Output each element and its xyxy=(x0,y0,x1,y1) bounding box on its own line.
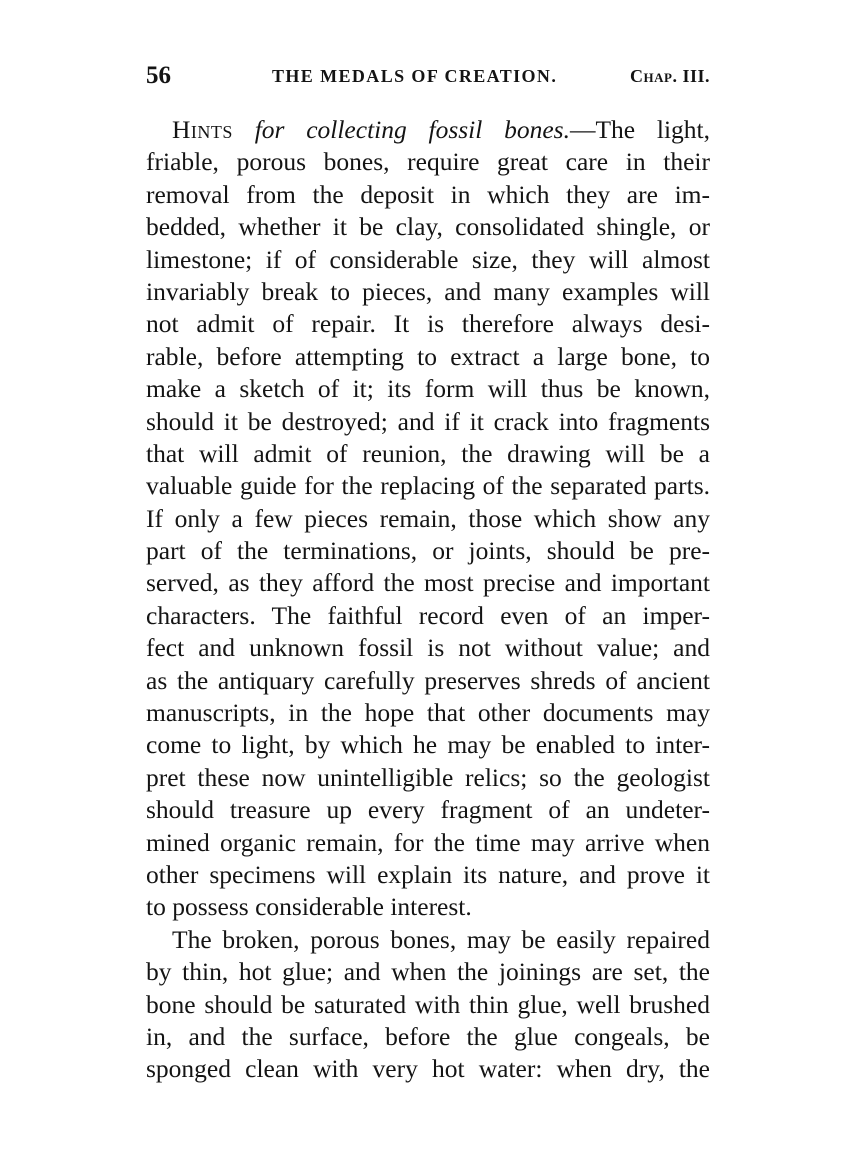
text-line: characters. The faithful record even of an imper- xyxy=(146,600,710,630)
text-line: invariably break to pieces, and many examples will xyxy=(146,276,710,306)
hints-word: Hints xyxy=(172,115,233,144)
text-line: bone should be saturated with thin glue, well brushed xyxy=(146,989,710,1019)
text-line: The broken, porous bones, may be easily repaired xyxy=(172,924,710,954)
body-text xyxy=(146,114,710,1086)
text-line: not admit of repair. It is therefore always desi- xyxy=(146,309,710,339)
paragraph-hints xyxy=(146,114,710,924)
page-header xyxy=(146,62,710,92)
text-line: rable, before attempting to extract a large bone, to xyxy=(146,341,710,371)
text-line: limestone; if of considerable size, they will almost xyxy=(146,244,710,274)
chapter-label: Chap. III. xyxy=(630,66,710,86)
paragraph-2-lines xyxy=(146,924,710,1086)
text-line: come to light, by which he may be enabled to inter- xyxy=(146,730,710,760)
paragraph-1-lines xyxy=(146,146,710,923)
text-line: as the antiquary carefully preserves shreds of ancient xyxy=(146,665,710,695)
text-line: fect and unknown fossil is not without value; and xyxy=(146,633,710,663)
paragraph-first-line xyxy=(146,114,710,146)
text-line: pret these now unintelligible relics; so the geologist xyxy=(146,762,710,792)
text-line: mined organic remain, for the time may arrive when xyxy=(146,827,710,857)
text-line: part of the terminations, or joints, should be pre- xyxy=(146,536,710,566)
text-line: friable, porous bones, require great care in their xyxy=(146,147,710,177)
running-title: THE MEDALS OF CREATION. xyxy=(272,66,558,86)
text-line: should it be destroyed; and if it crack into fragments xyxy=(146,406,710,436)
text-line: other specimens will explain its nature, and prove it xyxy=(146,859,710,889)
text-line: If only a few pieces remain, those which show any xyxy=(146,503,710,533)
text-line: by thin, hot glue; and when the joinings are set, the xyxy=(146,957,710,987)
text-line: to possess considerable interest. xyxy=(146,892,472,922)
page-number: 56 xyxy=(146,62,171,89)
text-line: valuable guide for the replacing of the separated parts. xyxy=(146,471,710,501)
text-line: sponged clean with very hot water: when dry, the xyxy=(146,1054,710,1084)
text-line: bedded, whether it be clay, consolidated shingle, or xyxy=(146,212,710,242)
text-line: make a sketch of it; its form will thus be known, xyxy=(146,374,710,404)
paragraph-glue xyxy=(146,924,710,1086)
text-line: removal from the deposit in which they are im- xyxy=(146,179,710,209)
first-line-rest: —The light, xyxy=(569,115,710,144)
text-line: manuscripts, in the hope that other documents may xyxy=(146,698,710,728)
text-line: should treasure up every fragment of an undeter- xyxy=(146,795,710,825)
text-line: served, as they afford the most precise and important xyxy=(146,568,710,598)
section-heading: for collecting fossil bones. xyxy=(254,115,570,144)
text-line: in, and the surface, before the glue congeals, be xyxy=(146,1021,710,1051)
text-line: that will admit of reunion, the drawing will be a xyxy=(146,438,710,468)
